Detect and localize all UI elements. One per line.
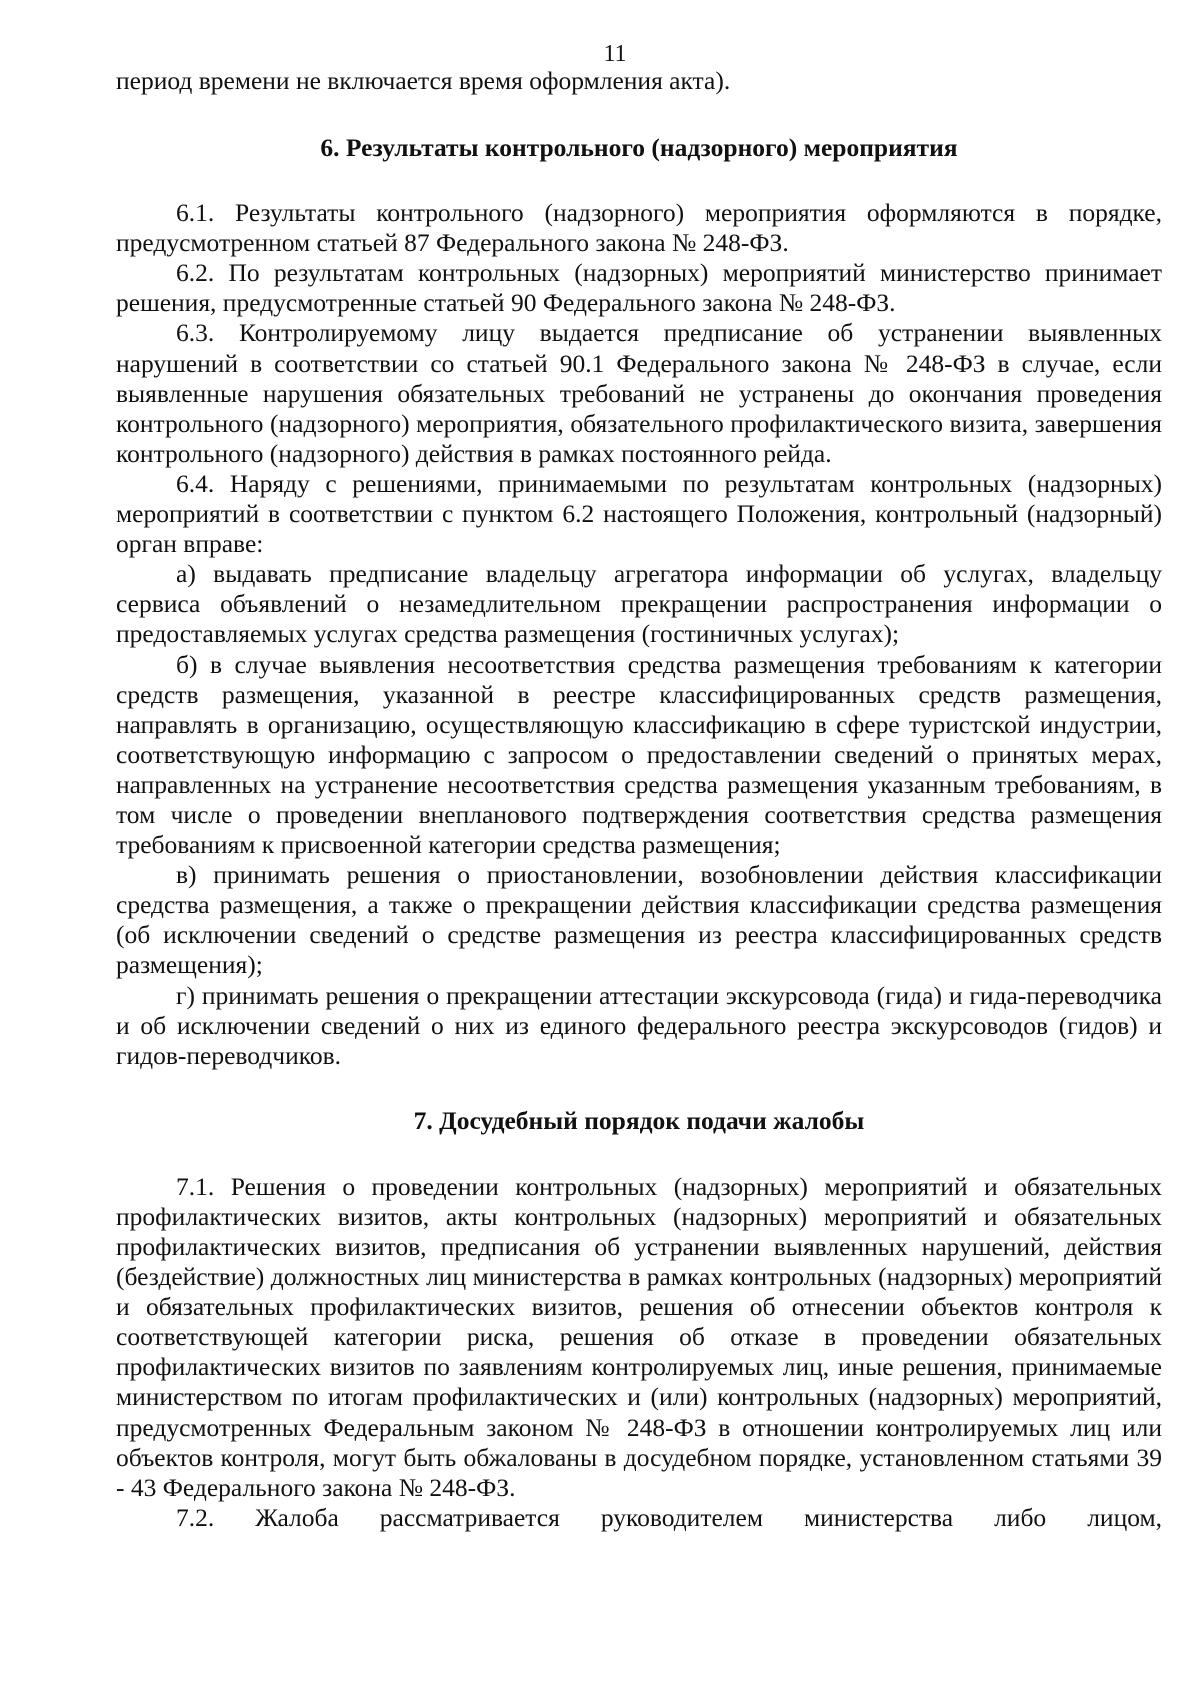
paragraph-6-4-b: б) в случае выявления несоответствия средства размещения требованиям к категории средств размещения, указанной в реестре классифицированных средств размещения, направлять в организацию, осуществляющую классификацию в сфере туристской индустрии, соответствующую информацию с запросом о предоставлении сведений о принятых мерах, направленных на устранение несоответствия средства размещения указанным требованиям, в том числе о проведении внепланового подтверждения соответствия средства размещения требованиям к присвоенной категории средства размещения; xyxy=(116,649,1162,860)
page-number: 11 xyxy=(603,41,627,67)
section-7-heading: 7. Досудебный порядок подачи жалобы xyxy=(413,1105,865,1135)
paragraph-6-3: 6.3. Контролируемому лицу выдается предписание об устранении выявленных нарушений в соответствии со статьей 90.1 Федерального закона № 248-ФЗ в случае, если выявленные нарушения обязательных требований не устранены до окончания проведения контрольного (надзорного) мероприятия, обязательного профилактического визита, завершения контрольного (надзорного) действия в рамках постоянного рейда. xyxy=(116,318,1162,468)
paragraph-6-4-a: а) выдавать предписание владельцу агрегатора информации об услугах, владельцу сервиса объявлений о незамедлительном прекращении распространения информации о предоставляемых услугах средства размещения (гостиничных услугах); xyxy=(116,559,1162,649)
paragraph-6-4: 6.4. Наряду с решениями, принимаемыми по результатам контрольных (надзорных) мероприятий в соответствии с пунктом 6.2 настоящего Положения, контрольный (надзорный) орган вправе: xyxy=(116,468,1162,559)
continuation-paragraph: период времени не включается время оформления акта). xyxy=(116,66,731,95)
paragraph-7-2: 7.2. Жалоба рассматривается руководителем министерства либо лицом, xyxy=(176,1502,1162,1532)
paragraph-7-1: 7.1. Решения о проведении контрольных (надзорных) мероприятий и обязательных профилактических визитов, акты контрольных (надзорных) мероприятий и обязательных профилактических визитов, предписания об устранении выявленных нарушений, действия (бездействие) должностных лиц министерства в рамках контрольных (надзорных) мероприятий и обязательных профилактических визитов, решения об отнесении объектов контроля к соответствующей категории риска, решения об отказе в проведении обязательных профилактических визитов по заявлениям контролируемых лиц, иные решения, принимаемые министерством по итогам профилактических и (или) контрольных (надзорных) мероприятий, предусмотренных Федеральным законом № 248-ФЗ в отношении контролируемых лиц или объектов контроля, могут быть обжалованы в досудебном порядке, установленном статьями 39 - 43 Федерального закона № 248-ФЗ. xyxy=(116,1171,1162,1502)
paragraph-6-1: 6.1. Результаты контрольного (надзорного) мероприятия оформляются в порядке, предусмотренном статьей 87 Федерального закона № 248-ФЗ. xyxy=(116,198,1162,258)
paragraph-6-2: 6.2. По результатам контрольных (надзорных) мероприятий министерство принимает решения, предусмотренные статьей 90 Федерального закона № 248-ФЗ. xyxy=(116,258,1162,318)
section-6-heading: 6. Результаты контрольного (надзорного) мероприятия xyxy=(320,133,958,163)
document-body xyxy=(116,66,1162,1533)
paragraph-6-4-g: г) принимать решения о прекращении аттестации экскурсовода (гида) и гида-переводчика и об исключении сведений о них из единого федерального реестра экскурсоводов (гидов) и гидов-переводчиков. xyxy=(116,980,1162,1070)
paragraph-6-4-v: в) принимать решения о приостановлении, возобновлении действия классификации средства размещения, а также о прекращении действия классификации средства размещения (об исключении сведений о средстве размещения из реестра классифицированных средств размещения); xyxy=(116,860,1162,980)
